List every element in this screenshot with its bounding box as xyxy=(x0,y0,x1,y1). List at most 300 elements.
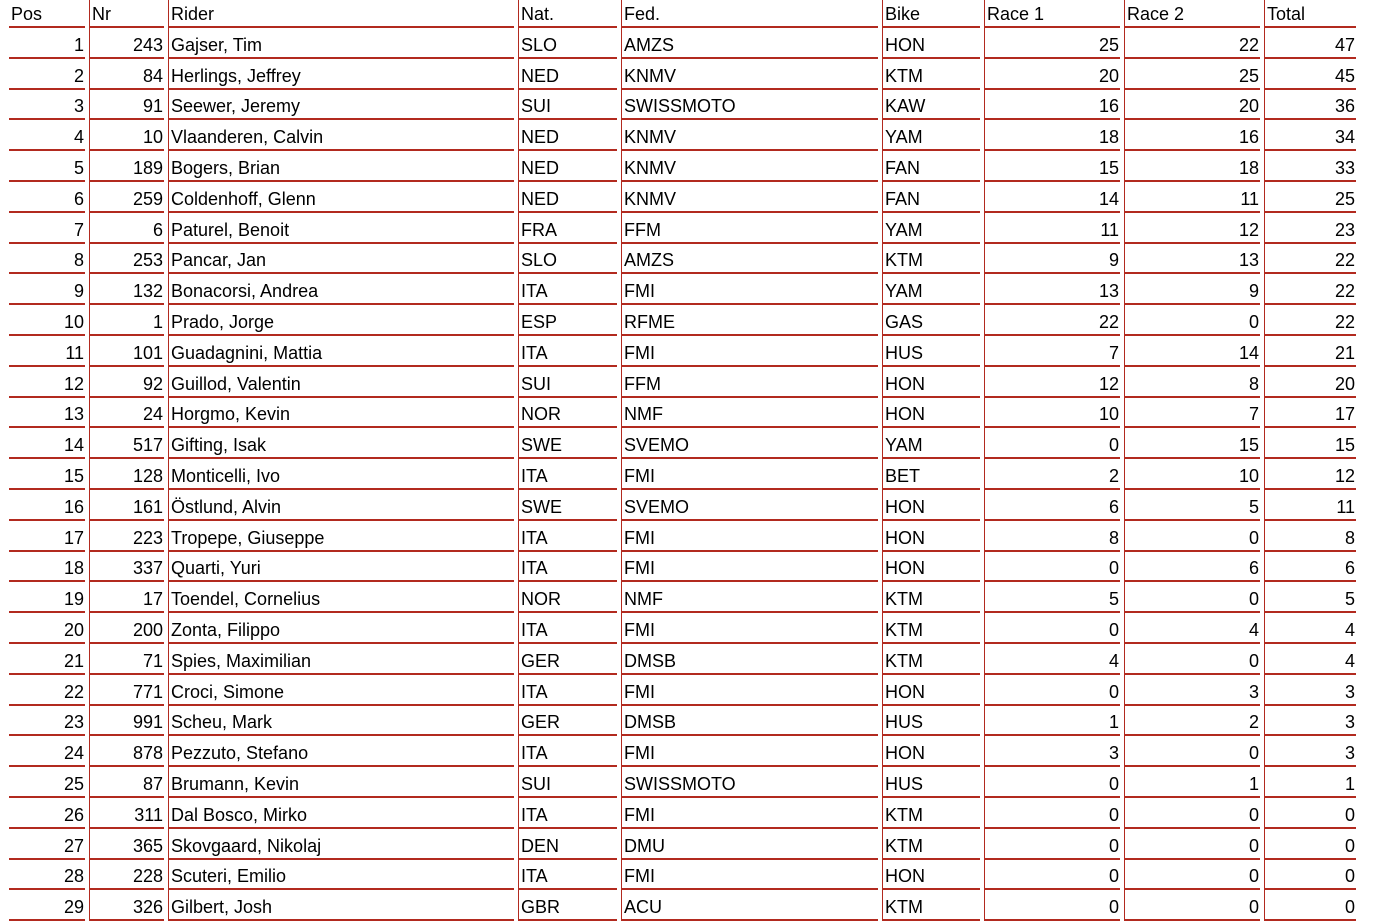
cell-fed: FMI xyxy=(621,860,878,891)
cell-fed: RFME xyxy=(621,305,878,336)
cell-race1: 0 xyxy=(984,552,1120,583)
cell-nr: 84 xyxy=(89,59,164,90)
cell-nat: ITA xyxy=(518,336,617,367)
cell-total: 20 xyxy=(1264,367,1356,398)
cell-nat: ITA xyxy=(518,860,617,891)
cell-race2: 6 xyxy=(1124,552,1260,583)
cell-race2: 14 xyxy=(1124,336,1260,367)
cell-race1: 16 xyxy=(984,90,1120,121)
cell-fed: FMI xyxy=(621,274,878,305)
cell-pos: 25 xyxy=(9,767,85,798)
cell-nr: 132 xyxy=(89,274,164,305)
cell-rider: Skovgaard, Nikolaj xyxy=(168,829,514,860)
cell-nat: ITA xyxy=(518,675,617,706)
cell-race1: 6 xyxy=(984,490,1120,521)
cell-nat: ITA xyxy=(518,552,617,583)
cell-nr: 243 xyxy=(89,28,164,59)
column-header-fed: Fed. xyxy=(621,0,878,28)
cell-race2: 8 xyxy=(1124,367,1260,398)
cell-nat: SLO xyxy=(518,244,617,275)
cell-nat: NOR xyxy=(518,398,617,429)
cell-nat: SWE xyxy=(518,428,617,459)
cell-race2: 1 xyxy=(1124,767,1260,798)
cell-total: 36 xyxy=(1264,90,1356,121)
cell-pos: 2 xyxy=(9,59,85,90)
cell-rider: Gilbert, Josh xyxy=(168,890,514,921)
cell-nr: 6 xyxy=(89,213,164,244)
table-row xyxy=(9,860,1356,891)
cell-nat: NOR xyxy=(518,582,617,613)
cell-fed: KNMV xyxy=(621,120,878,151)
cell-bike: KTM xyxy=(882,613,980,644)
cell-nat: NED xyxy=(518,59,617,90)
cell-pos: 12 xyxy=(9,367,85,398)
table-row xyxy=(9,459,1356,490)
cell-race1: 15 xyxy=(984,151,1120,182)
cell-rider: Monticelli, Ivo xyxy=(168,459,514,490)
cell-pos: 23 xyxy=(9,706,85,737)
table-row xyxy=(9,90,1356,121)
cell-bike: HON xyxy=(882,860,980,891)
column-header-pos: Pos xyxy=(9,0,85,28)
cell-race1: 10 xyxy=(984,398,1120,429)
cell-pos: 19 xyxy=(9,582,85,613)
cell-rider: Bogers, Brian xyxy=(168,151,514,182)
cell-pos: 13 xyxy=(9,398,85,429)
cell-nat: ITA xyxy=(518,798,617,829)
cell-nr: 87 xyxy=(89,767,164,798)
cell-race2: 0 xyxy=(1124,736,1260,767)
cell-nat: ITA xyxy=(518,613,617,644)
cell-nr: 101 xyxy=(89,336,164,367)
cell-nat: GER xyxy=(518,644,617,675)
table-row xyxy=(9,151,1356,182)
cell-race2: 25 xyxy=(1124,59,1260,90)
cell-race2: 0 xyxy=(1124,798,1260,829)
cell-bike: HUS xyxy=(882,706,980,737)
cell-race2: 20 xyxy=(1124,90,1260,121)
cell-total: 45 xyxy=(1264,59,1356,90)
table-row xyxy=(9,767,1356,798)
cell-race2: 0 xyxy=(1124,829,1260,860)
cell-bike: HON xyxy=(882,398,980,429)
cell-fed: NMF xyxy=(621,582,878,613)
cell-rider: Scheu, Mark xyxy=(168,706,514,737)
cell-pos: 20 xyxy=(9,613,85,644)
column-header-rider: Rider xyxy=(168,0,514,28)
table-row xyxy=(9,798,1356,829)
cell-nat: SWE xyxy=(518,490,617,521)
cell-rider: Bonacorsi, Andrea xyxy=(168,274,514,305)
cell-nr: 228 xyxy=(89,860,164,891)
cell-rider: Dal Bosco, Mirko xyxy=(168,798,514,829)
cell-nr: 71 xyxy=(89,644,164,675)
cell-bike: KTM xyxy=(882,890,980,921)
cell-nr: 17 xyxy=(89,582,164,613)
cell-rider: Prado, Jorge xyxy=(168,305,514,336)
table-row xyxy=(9,398,1356,429)
cell-pos: 4 xyxy=(9,120,85,151)
cell-nat: ITA xyxy=(518,521,617,552)
cell-fed: AMZS xyxy=(621,244,878,275)
table-row xyxy=(9,59,1356,90)
cell-race1: 0 xyxy=(984,675,1120,706)
table-row xyxy=(9,428,1356,459)
cell-bike: HON xyxy=(882,675,980,706)
table-row xyxy=(9,552,1356,583)
column-header-race2: Race 2 xyxy=(1124,0,1260,28)
table-row xyxy=(9,706,1356,737)
cell-nr: 10 xyxy=(89,120,164,151)
cell-total: 33 xyxy=(1264,151,1356,182)
table-row xyxy=(9,182,1356,213)
cell-race1: 13 xyxy=(984,274,1120,305)
cell-bike: HON xyxy=(882,28,980,59)
cell-total: 4 xyxy=(1264,613,1356,644)
cell-fed: NMF xyxy=(621,398,878,429)
cell-race2: 13 xyxy=(1124,244,1260,275)
table-row xyxy=(9,28,1356,59)
cell-nat: NED xyxy=(518,182,617,213)
cell-nat: GBR xyxy=(518,890,617,921)
cell-rider: Östlund, Alvin xyxy=(168,490,514,521)
cell-nr: 200 xyxy=(89,613,164,644)
cell-race1: 20 xyxy=(984,59,1120,90)
cell-race2: 0 xyxy=(1124,582,1260,613)
column-header-nr: Nr xyxy=(89,0,164,28)
cell-bike: YAM xyxy=(882,213,980,244)
cell-pos: 10 xyxy=(9,305,85,336)
cell-total: 1 xyxy=(1264,767,1356,798)
cell-total: 25 xyxy=(1264,182,1356,213)
cell-race1: 2 xyxy=(984,459,1120,490)
cell-race1: 7 xyxy=(984,336,1120,367)
cell-pos: 1 xyxy=(9,28,85,59)
cell-nr: 337 xyxy=(89,552,164,583)
cell-race1: 11 xyxy=(984,213,1120,244)
cell-nr: 1 xyxy=(89,305,164,336)
cell-nat: ESP xyxy=(518,305,617,336)
cell-fed: KNMV xyxy=(621,59,878,90)
cell-fed: FMI xyxy=(621,336,878,367)
results-table xyxy=(5,0,1360,921)
cell-race2: 12 xyxy=(1124,213,1260,244)
cell-nr: 259 xyxy=(89,182,164,213)
cell-nat: DEN xyxy=(518,829,617,860)
cell-total: 12 xyxy=(1264,459,1356,490)
cell-pos: 29 xyxy=(9,890,85,921)
cell-total: 0 xyxy=(1264,798,1356,829)
cell-race1: 25 xyxy=(984,28,1120,59)
cell-pos: 28 xyxy=(9,860,85,891)
cell-pos: 17 xyxy=(9,521,85,552)
cell-nr: 311 xyxy=(89,798,164,829)
cell-race2: 0 xyxy=(1124,521,1260,552)
cell-nr: 189 xyxy=(89,151,164,182)
cell-rider: Guadagnini, Mattia xyxy=(168,336,514,367)
table-row xyxy=(9,613,1356,644)
cell-race2: 4 xyxy=(1124,613,1260,644)
cell-race2: 0 xyxy=(1124,305,1260,336)
cell-rider: Herlings, Jeffrey xyxy=(168,59,514,90)
cell-nat: ITA xyxy=(518,274,617,305)
cell-race2: 0 xyxy=(1124,860,1260,891)
cell-fed: FMI xyxy=(621,613,878,644)
cell-race1: 3 xyxy=(984,736,1120,767)
cell-total: 0 xyxy=(1264,890,1356,921)
cell-fed: FMI xyxy=(621,521,878,552)
cell-rider: Seewer, Jeremy xyxy=(168,90,514,121)
cell-bike: HON xyxy=(882,490,980,521)
cell-nat: ITA xyxy=(518,736,617,767)
column-header-nat: Nat. xyxy=(518,0,617,28)
table-row xyxy=(9,213,1356,244)
cell-bike: KTM xyxy=(882,829,980,860)
cell-race2: 7 xyxy=(1124,398,1260,429)
cell-rider: Croci, Simone xyxy=(168,675,514,706)
table-row xyxy=(9,890,1356,921)
cell-nr: 223 xyxy=(89,521,164,552)
cell-race2: 5 xyxy=(1124,490,1260,521)
cell-race1: 0 xyxy=(984,767,1120,798)
cell-bike: HUS xyxy=(882,336,980,367)
cell-race1: 8 xyxy=(984,521,1120,552)
cell-nr: 24 xyxy=(89,398,164,429)
cell-total: 22 xyxy=(1264,274,1356,305)
cell-pos: 27 xyxy=(9,829,85,860)
cell-bike: KTM xyxy=(882,644,980,675)
cell-race1: 4 xyxy=(984,644,1120,675)
cell-fed: AMZS xyxy=(621,28,878,59)
cell-race2: 15 xyxy=(1124,428,1260,459)
cell-race1: 0 xyxy=(984,829,1120,860)
cell-race1: 22 xyxy=(984,305,1120,336)
cell-fed: SVEMO xyxy=(621,490,878,521)
cell-pos: 21 xyxy=(9,644,85,675)
cell-pos: 3 xyxy=(9,90,85,121)
cell-nr: 91 xyxy=(89,90,164,121)
cell-nat: ITA xyxy=(518,459,617,490)
cell-total: 47 xyxy=(1264,28,1356,59)
cell-total: 3 xyxy=(1264,706,1356,737)
cell-rider: Quarti, Yuri xyxy=(168,552,514,583)
cell-race2: 22 xyxy=(1124,28,1260,59)
table-row xyxy=(9,244,1356,275)
table-row xyxy=(9,367,1356,398)
column-header-total: Total xyxy=(1264,0,1356,28)
cell-bike: FAN xyxy=(882,182,980,213)
cell-fed: SWISSMOTO xyxy=(621,90,878,121)
cell-fed: KNMV xyxy=(621,182,878,213)
cell-pos: 11 xyxy=(9,336,85,367)
cell-bike: HON xyxy=(882,367,980,398)
cell-fed: FMI xyxy=(621,798,878,829)
cell-nr: 771 xyxy=(89,675,164,706)
cell-total: 21 xyxy=(1264,336,1356,367)
cell-rider: Gajser, Tim xyxy=(168,28,514,59)
cell-nr: 517 xyxy=(89,428,164,459)
cell-rider: Coldenhoff, Glenn xyxy=(168,182,514,213)
cell-total: 5 xyxy=(1264,582,1356,613)
cell-bike: KTM xyxy=(882,582,980,613)
cell-pos: 22 xyxy=(9,675,85,706)
cell-race1: 0 xyxy=(984,798,1120,829)
cell-pos: 26 xyxy=(9,798,85,829)
table-row xyxy=(9,120,1356,151)
cell-pos: 9 xyxy=(9,274,85,305)
cell-nr: 365 xyxy=(89,829,164,860)
cell-race1: 0 xyxy=(984,860,1120,891)
cell-bike: FAN xyxy=(882,151,980,182)
cell-race1: 5 xyxy=(984,582,1120,613)
cell-nr: 991 xyxy=(89,706,164,737)
cell-rider: Gifting, Isak xyxy=(168,428,514,459)
cell-total: 22 xyxy=(1264,244,1356,275)
cell-rider: Zonta, Filippo xyxy=(168,613,514,644)
table-row xyxy=(9,736,1356,767)
cell-fed: FMI xyxy=(621,675,878,706)
cell-bike: KTM xyxy=(882,59,980,90)
cell-nat: NED xyxy=(518,120,617,151)
cell-total: 3 xyxy=(1264,675,1356,706)
cell-fed: SVEMO xyxy=(621,428,878,459)
cell-bike: KAW xyxy=(882,90,980,121)
cell-pos: 5 xyxy=(9,151,85,182)
cell-rider: Spies, Maximilian xyxy=(168,644,514,675)
cell-bike: BET xyxy=(882,459,980,490)
cell-fed: KNMV xyxy=(621,151,878,182)
cell-rider: Vlaanderen, Calvin xyxy=(168,120,514,151)
cell-nr: 92 xyxy=(89,367,164,398)
cell-fed: FMI xyxy=(621,736,878,767)
cell-race2: 9 xyxy=(1124,274,1260,305)
cell-nat: SUI xyxy=(518,90,617,121)
cell-bike: HON xyxy=(882,552,980,583)
cell-race1: 0 xyxy=(984,890,1120,921)
cell-pos: 6 xyxy=(9,182,85,213)
cell-race2: 3 xyxy=(1124,675,1260,706)
cell-bike: YAM xyxy=(882,274,980,305)
cell-nat: NED xyxy=(518,151,617,182)
table-row xyxy=(9,644,1356,675)
cell-fed: FFM xyxy=(621,213,878,244)
cell-nr: 253 xyxy=(89,244,164,275)
table-row xyxy=(9,582,1356,613)
table-row xyxy=(9,490,1356,521)
cell-race1: 0 xyxy=(984,428,1120,459)
column-header-bike: Bike xyxy=(882,0,980,28)
cell-race2: 0 xyxy=(1124,890,1260,921)
cell-total: 3 xyxy=(1264,736,1356,767)
table-row xyxy=(9,274,1356,305)
cell-race1: 12 xyxy=(984,367,1120,398)
cell-total: 23 xyxy=(1264,213,1356,244)
cell-total: 6 xyxy=(1264,552,1356,583)
cell-race2: 2 xyxy=(1124,706,1260,737)
cell-pos: 18 xyxy=(9,552,85,583)
cell-fed: FMI xyxy=(621,552,878,583)
cell-rider: Scuteri, Emilio xyxy=(168,860,514,891)
cell-race1: 14 xyxy=(984,182,1120,213)
cell-nat: FRA xyxy=(518,213,617,244)
table-row xyxy=(9,305,1356,336)
cell-rider: Paturel, Benoit xyxy=(168,213,514,244)
cell-fed: ACU xyxy=(621,890,878,921)
cell-nat: GER xyxy=(518,706,617,737)
cell-nr: 326 xyxy=(89,890,164,921)
cell-total: 22 xyxy=(1264,305,1356,336)
cell-total: 15 xyxy=(1264,428,1356,459)
cell-nat: SUI xyxy=(518,767,617,798)
cell-total: 17 xyxy=(1264,398,1356,429)
cell-race2: 10 xyxy=(1124,459,1260,490)
table-row xyxy=(9,675,1356,706)
cell-bike: HUS xyxy=(882,767,980,798)
cell-pos: 16 xyxy=(9,490,85,521)
cell-bike: KTM xyxy=(882,798,980,829)
cell-rider: Horgmo, Kevin xyxy=(168,398,514,429)
cell-total: 8 xyxy=(1264,521,1356,552)
cell-rider: Guillod, Valentin xyxy=(168,367,514,398)
cell-pos: 14 xyxy=(9,428,85,459)
column-header-race1: Race 1 xyxy=(984,0,1120,28)
table-row xyxy=(9,829,1356,860)
cell-race1: 0 xyxy=(984,613,1120,644)
cell-race1: 18 xyxy=(984,120,1120,151)
cell-nat: SUI xyxy=(518,367,617,398)
cell-pos: 24 xyxy=(9,736,85,767)
cell-total: 0 xyxy=(1264,829,1356,860)
cell-fed: FFM xyxy=(621,367,878,398)
cell-total: 34 xyxy=(1264,120,1356,151)
cell-race2: 0 xyxy=(1124,644,1260,675)
cell-rider: Pezzuto, Stefano xyxy=(168,736,514,767)
cell-total: 11 xyxy=(1264,490,1356,521)
cell-fed: DMSB xyxy=(621,706,878,737)
cell-total: 0 xyxy=(1264,860,1356,891)
cell-fed: DMU xyxy=(621,829,878,860)
cell-pos: 7 xyxy=(9,213,85,244)
cell-total: 4 xyxy=(1264,644,1356,675)
cell-bike: HON xyxy=(882,736,980,767)
cell-nat: SLO xyxy=(518,28,617,59)
cell-nr: 128 xyxy=(89,459,164,490)
cell-nr: 161 xyxy=(89,490,164,521)
cell-nr: 878 xyxy=(89,736,164,767)
header-row xyxy=(9,0,1356,28)
cell-race2: 18 xyxy=(1124,151,1260,182)
results-body xyxy=(9,28,1356,921)
table-row xyxy=(9,336,1356,367)
cell-fed: SWISSMOTO xyxy=(621,767,878,798)
cell-bike: YAM xyxy=(882,120,980,151)
cell-rider: Tropepe, Giuseppe xyxy=(168,521,514,552)
cell-rider: Pancar, Jan xyxy=(168,244,514,275)
cell-bike: KTM xyxy=(882,244,980,275)
cell-race2: 11 xyxy=(1124,182,1260,213)
table-row xyxy=(9,521,1356,552)
cell-fed: DMSB xyxy=(621,644,878,675)
cell-bike: HON xyxy=(882,521,980,552)
cell-bike: GAS xyxy=(882,305,980,336)
cell-pos: 8 xyxy=(9,244,85,275)
cell-rider: Brumann, Kevin xyxy=(168,767,514,798)
cell-race2: 16 xyxy=(1124,120,1260,151)
cell-bike: YAM xyxy=(882,428,980,459)
cell-fed: FMI xyxy=(621,459,878,490)
cell-race1: 9 xyxy=(984,244,1120,275)
cell-race1: 1 xyxy=(984,706,1120,737)
